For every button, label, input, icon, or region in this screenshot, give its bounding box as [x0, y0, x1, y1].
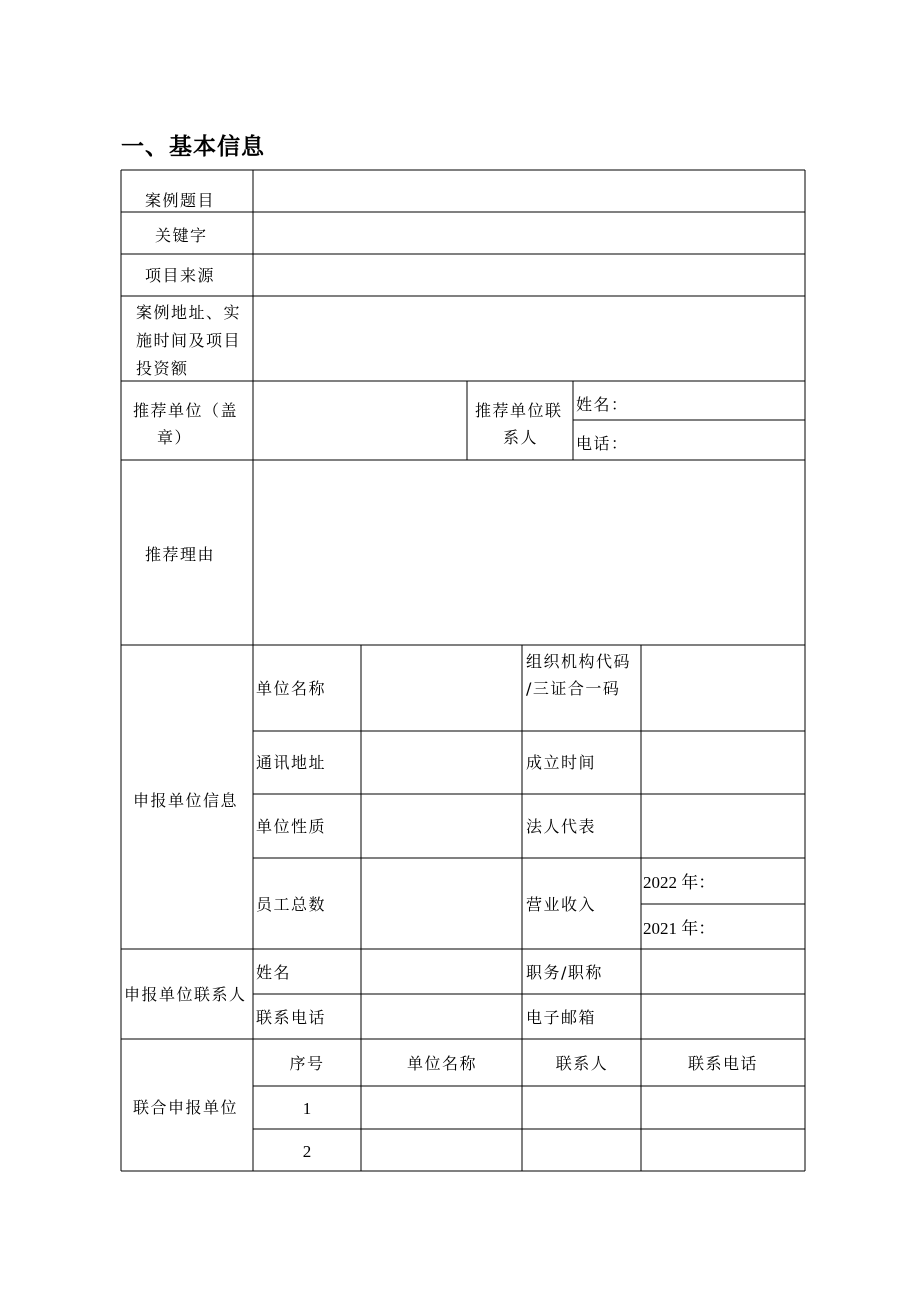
contact-phone-field-label: 联系电话 — [256, 1008, 327, 1027]
section-title: 一、基本信息 — [121, 134, 265, 160]
revenue-label: 营业收入 — [526, 895, 597, 914]
revenue-year-2022: 2022 年： — [643, 873, 716, 892]
keywords-label: 关键字 — [155, 226, 208, 245]
joint-header-index: 序号 — [289, 1054, 325, 1073]
joint-header-phone: 联系电话 — [687, 1054, 759, 1073]
joint-row-index-2: 2 — [302, 1142, 312, 1161]
joint-section-label: 联合申报单位 — [133, 1098, 239, 1117]
case-address-label-line3: 投资额 — [136, 359, 189, 378]
revenue-year-2021: 2021 年： — [643, 919, 716, 938]
address-label: 通讯地址 — [256, 753, 327, 772]
joint-header-contact: 联系人 — [555, 1054, 609, 1073]
nature-label: 单位性质 — [256, 817, 327, 836]
applicant-section-label: 申报单位信息 — [133, 791, 239, 810]
org-code-label-line1: 组织机构代码 — [526, 652, 632, 671]
case-address-label-line1: 案例地址、实 — [136, 303, 242, 322]
established-label: 成立时间 — [526, 753, 597, 772]
contact-position-label: 职务/职称 — [526, 963, 603, 982]
contact-name-label: 姓名： — [576, 395, 629, 414]
recommender-label-line1: 推荐单位（盖 — [133, 401, 239, 420]
contact-phone-label: 电话： — [576, 434, 629, 453]
case-title-label: 案例题目 — [145, 191, 216, 210]
contact-email-label: 电子邮箱 — [526, 1008, 597, 1027]
recommender-contact-label-line2: 系人 — [503, 428, 539, 447]
case-address-label-line2: 施时间及项目 — [136, 331, 242, 350]
legal-rep-label: 法人代表 — [526, 817, 597, 836]
contact-name-field-label: 姓名 — [256, 963, 292, 982]
joint-header-unit: 单位名称 — [406, 1054, 478, 1073]
staff-label: 员工总数 — [256, 895, 327, 914]
unit-name-label: 单位名称 — [256, 679, 327, 698]
org-code-label-line2: /三证合一码 — [526, 679, 621, 698]
reason-label: 推荐理由 — [145, 545, 216, 564]
recommender-label-line2: 章） — [157, 428, 193, 447]
project-source-label: 项目来源 — [145, 266, 216, 285]
joint-row-index-1: 1 — [302, 1099, 312, 1118]
recommender-contact-label-line1: 推荐单位联 — [475, 401, 563, 420]
contact-section-label: 申报单位联系人 — [124, 985, 247, 1004]
